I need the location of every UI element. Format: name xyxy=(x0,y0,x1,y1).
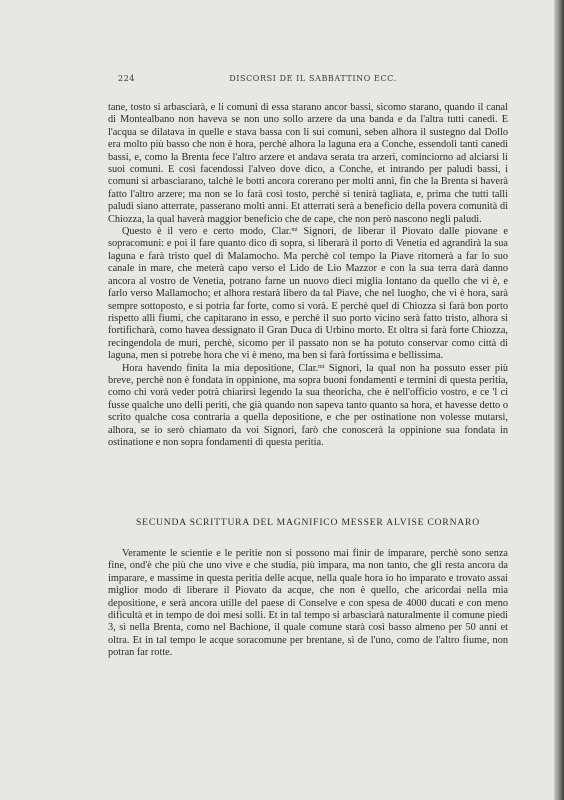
paragraph-hora-rest: Signori, la qual non ha possuto esser più breve, perchè non è fondata in oppinione, ma sopra buoni fondamenti e termini di questa peritia, como chi vorà veder potrà chiarirsi legendo la sua theoricha, che è nell'officio vostro, e ce 'l ci fusse qualche uno delli periti, che già quando non sapeva tanto quanto sa hora, et havesse detto o scrito qualche cosa contraria a quella depositione, e che per ostinatione non volesse mutarsi, alhora, se io serò chiamato da voi Signori, farò che conoscerà la oppinione sua fondata in ostinatione e non sopra fondamenti di questa peritia. xyxy=(108,362,508,448)
running-head xyxy=(118,74,508,88)
superscript-mi: mi xyxy=(318,363,325,370)
paragraph-questo-start: Questo è il vero e certo modo, Clar. xyxy=(122,226,292,238)
superscript-mi: mi xyxy=(291,227,298,234)
paragraph-hora xyxy=(108,363,508,450)
running-title: DISCORSI DE IL SABBATTINO ECC. xyxy=(229,74,397,83)
section-paragraph: Veramente le scientie e le peritie non si possono mai finir de imparare, perchè sono senza fine, ond'è che più che uno vive e che studia, più impara, ma non tanto, che gli resta ancora da imparare, e massime in questa peritia delle acque, nella quale hora io ho imparato e trovato assai miglior modo di liberare il Piovato da acque, che non è quello, che aricordai nella mia depositione, e serà ancora utille del paese di Conselve e con spesa de 4000 ducati e con meno dificultà et in tempo de doi mesi solli. Et in tal tempo si arbasciarà naturalmente il comune piedi 3, sì nella Brenta, como nel Bachione, il quale comune starà così basso almeno per 50 anni et oltra. Et in tal tempo le acque soracomune per brentane, sì de l'uno, como de l'altro fiume, non potran far rotte. xyxy=(108,548,508,659)
section-text xyxy=(108,548,508,660)
main-text xyxy=(108,102,508,449)
section-title: SECUNDA SCRITTURA DEL MAGNIFICO MESSER ALVISE CORNARO xyxy=(136,517,480,528)
paragraph-questo-rest: Signori, de liberar il Piovato dalle piovane e sopracomuni: e poi il fare quanto dico di sopra, si liberarà il porto di Venetia ed agrandirà la sua laguna e farà tristo quel di Malamocho. Ma perchè col tempo la Piave ritornerà a far lo suo canale in mare, che meterà capo verso el Lido de Lio Mazzor e con la sua terra darà danno ancora al vostro de Venetia, potrano farne un nuovo dieci miglia lontano da quello che vi è, e farlo verso Mallamocho; et alhora restarà libero da tal Piave, che nel luogho, che vi è hora, sarà sempre sottoposto, e si potria far forte, como si vorà. E perchè quel di Chiozza si farà bon porto rispetto alli fiumi, che capitarano in esso, e perchè il suo porto vicino serà fatto tristo, alhora si fortificharà, como havea dessignato il Gran Duca di Urbino morto. Et oltra si farà forte Chiozza, recingendola de muri, perchè, sicomo per il passato non se ha potuto conservar como città di laguna, men si potrebe hora che vi è meno, ma ben si farà fortissima e bellissima. xyxy=(108,226,508,362)
page-edge-shadow xyxy=(554,0,564,800)
paragraph-hora-start: Hora havendo finita la mia depositione, Clar. xyxy=(122,362,319,374)
page-number: 224 xyxy=(118,74,136,83)
paragraph-continued: tane, tosto si arbasciarà, e li comuni di essa starano ancor bassi, sicomo starano, quando il canal di Montealbano non haveva se non uno sollo arzere da una banda e da l'altra tutti canedi. E l'acqua se dilatava in quelle e stava bassa con li sui comuni, seben alhora il sustegno dal Dollo era molto più basso che non è hora, perchè alhora la laguna era a Conche, essendoli tanti canedi bassi, e, como la Brenta fece l'altro arzere et andava serata tra arzeri, cominciorno ad alciarsi li suoi comuni. E così facendossi l'alveo dove dico, a Conche, et intrando per paludi bassi, i comuni si arbasciarano, talchè le botti ancora corerano per molti anni, fin che la Brenta si haverà fatto l'altro arzere; ma non se lo farà così tosto, perchè si tenirà tagliata, e, prima che tutti talli paludi siano atterrate, passerano molti anni. Et atterrati serà a beneficio della povera comunità di Chiozza, la qual haverà maggior beneficio che de cape, che non però nascono negli paludi. xyxy=(108,102,508,225)
paragraph-questo xyxy=(108,226,508,362)
